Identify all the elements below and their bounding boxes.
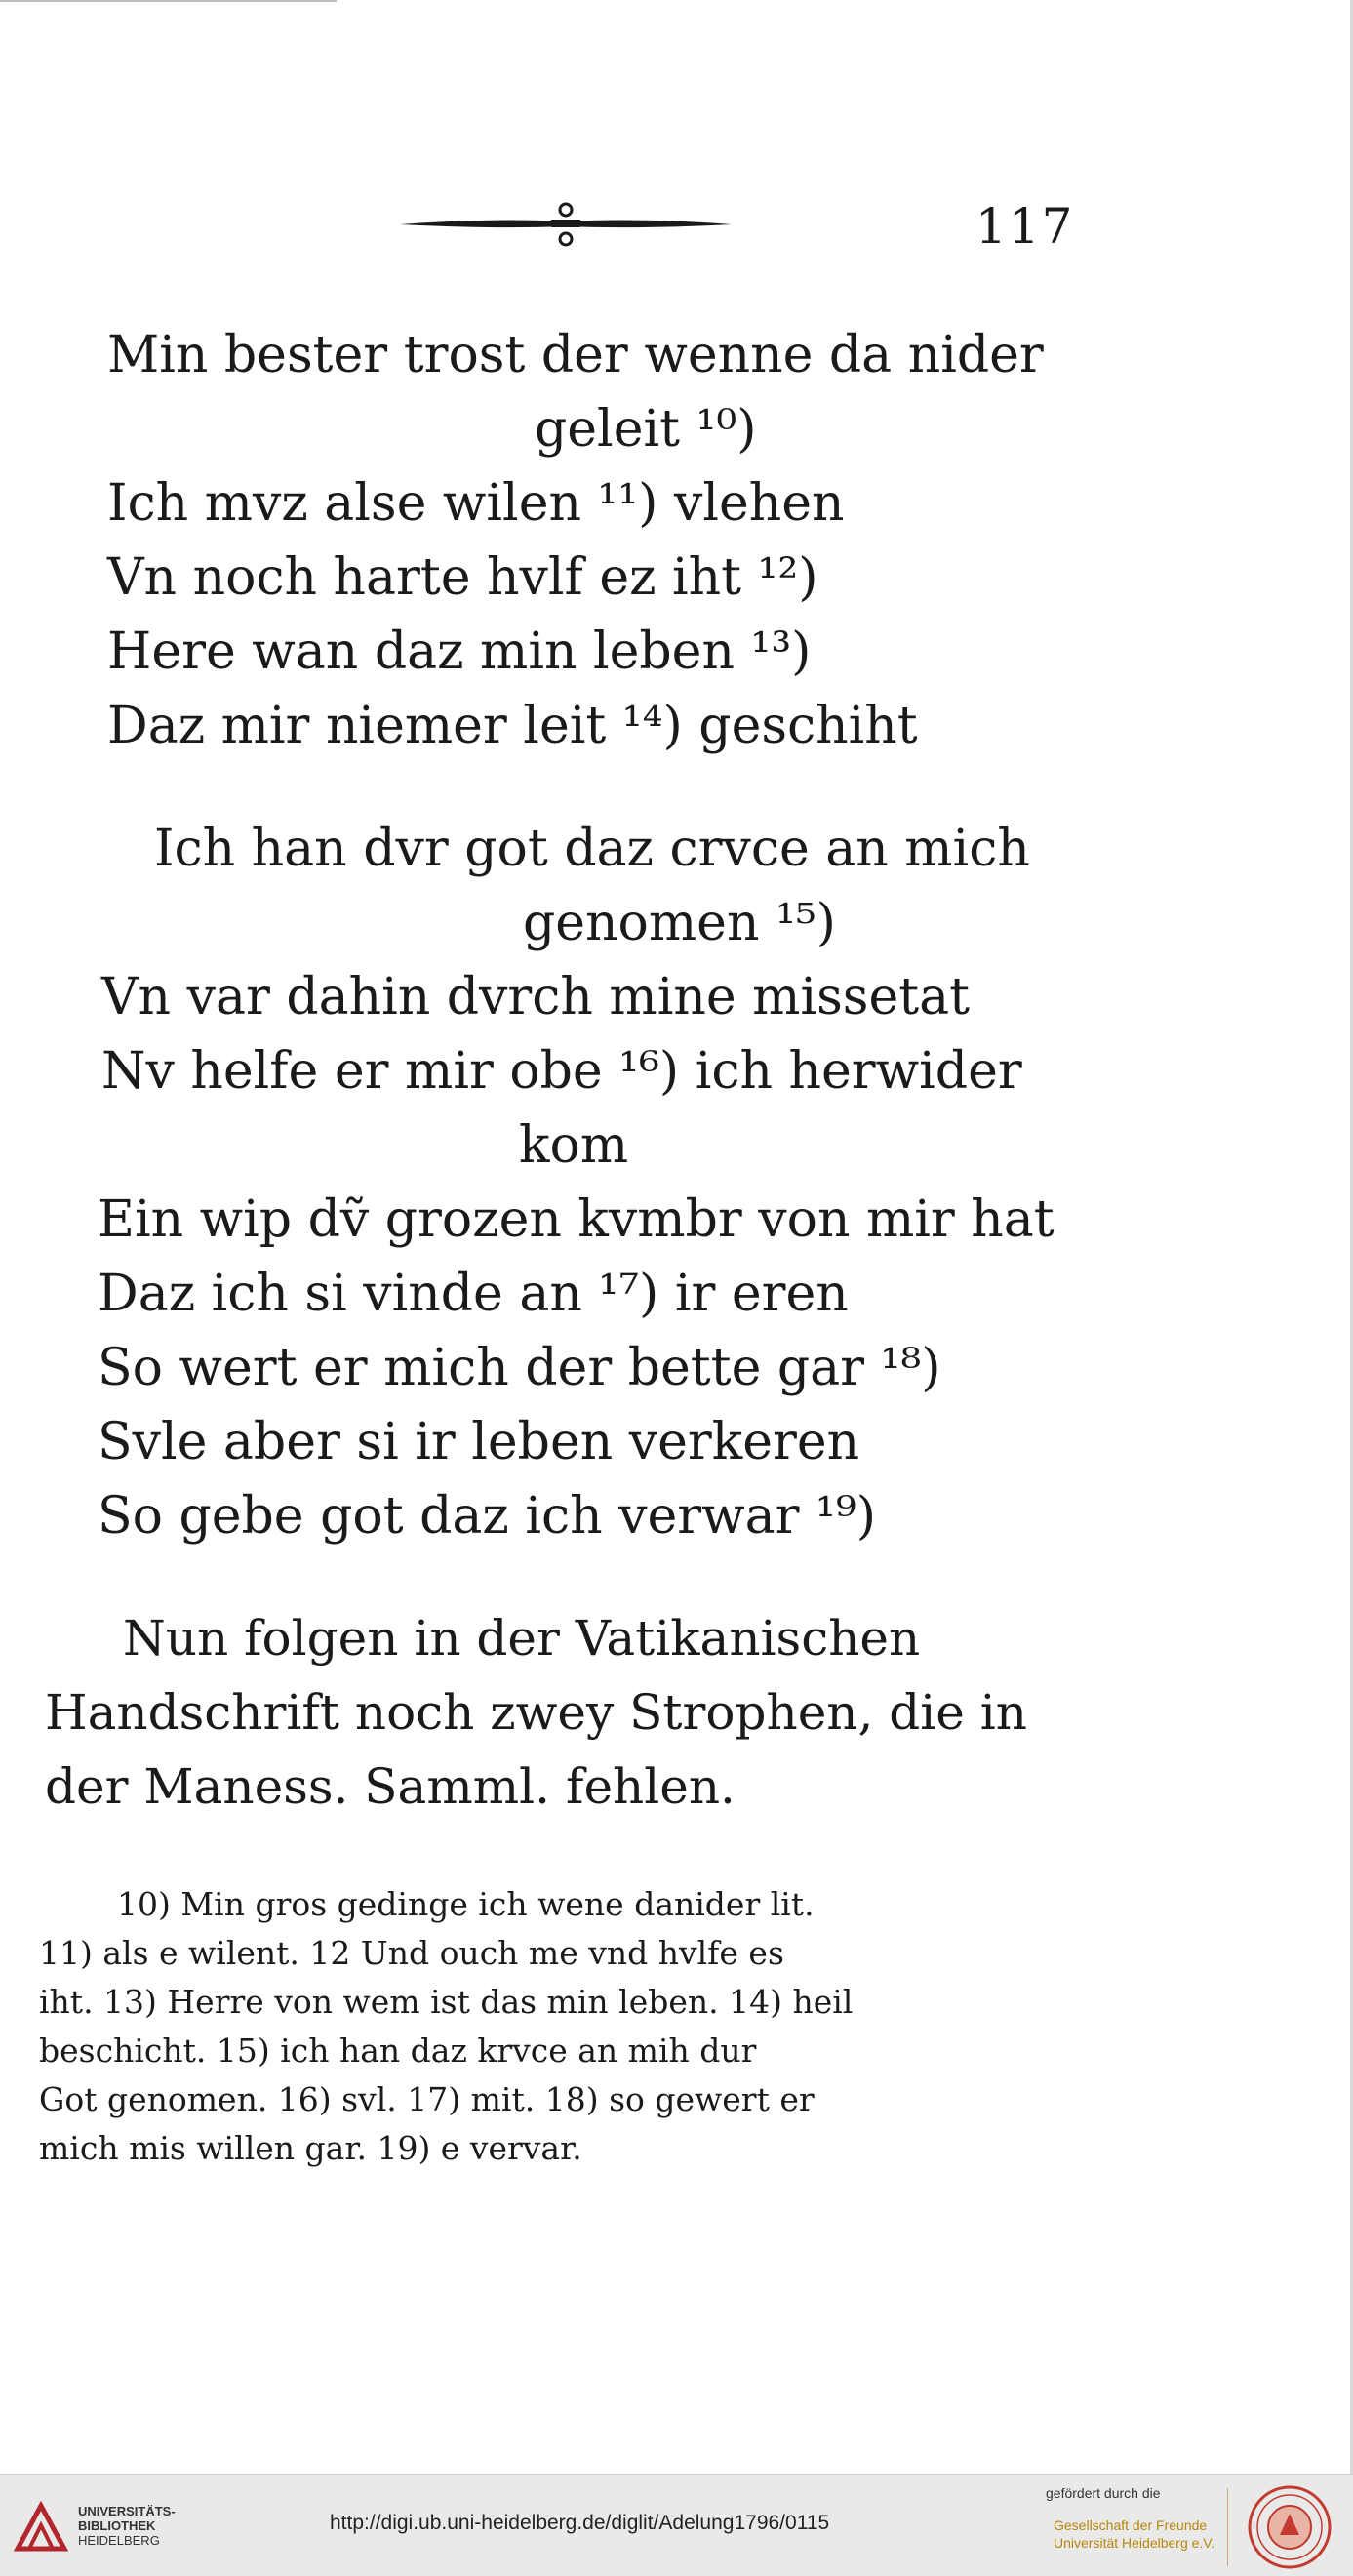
- prose-line: Handschrift noch zwey Strophen, die in: [45, 1684, 1027, 1741]
- funded-by-label: gefördert durch die: [1046, 2485, 1161, 2501]
- permalink-url[interactable]: http://digi.ub.uni-heidelberg.de/diglit/Adelung1796/0115: [330, 2512, 830, 2534]
- university-seal-icon: [1247, 2484, 1333, 2570]
- verse-line: genomen ¹⁵): [523, 894, 836, 952]
- footer-bar: [0, 2474, 1353, 2576]
- verse-line: Nv helfe er mir obe ¹⁶) ich herwider: [101, 1042, 1022, 1101]
- verse-line: Ich mvz alse wilen ¹¹) vlehen: [107, 474, 845, 533]
- footnote-line: Got genomen. 16) svl. 17) mit. 18) so gewert er: [39, 2080, 815, 2118]
- library-name: [78, 2504, 176, 2548]
- footnote-line: 10) Min gros gedinge ich wene danider lit.: [117, 1885, 815, 1923]
- verse-line: Daz ich si vinde an ¹⁷) ir eren: [98, 1265, 849, 1323]
- ornament-rule-icon: [395, 200, 736, 249]
- verse-line: Ein wip dṽ grozen kvmbr von mir hat: [98, 1190, 1055, 1249]
- verse-line: Ich han dvr got daz crvce an mich: [154, 820, 1030, 878]
- verse-line: So gebe got daz ich verwar ¹⁹): [98, 1487, 877, 1546]
- sponsor-name-line: Universität Heidelberg e.V.: [1054, 2535, 1215, 2551]
- prose-line: Nun folgen in der Vatikanischen: [123, 1610, 921, 1667]
- verse-line: Vn var dahin dvrch mine missetat: [101, 968, 971, 1026]
- sponsor-name[interactable]: [1054, 2516, 1214, 2552]
- library-name-line: BIBLIOTHEK: [78, 2518, 156, 2533]
- verse-line: Vn noch harte hvlf ez iht ¹²): [107, 548, 818, 607]
- verse-line: Daz mir niemer leit ¹⁴) geschiht: [107, 697, 918, 755]
- library-name-line: UNIVERSITÄTS-: [78, 2504, 176, 2518]
- footnote-line: 11) als e wilent. 12 Und ouch me vnd hvlfe es: [39, 1934, 784, 1972]
- verse-line: So wert er mich der bette gar ¹⁸): [98, 1339, 941, 1397]
- verse-line: kom: [519, 1116, 629, 1175]
- library-name-line: HEIDELBERG: [78, 2533, 160, 2548]
- top-border-line: [0, 0, 337, 2]
- footnote-line: mich mis willen gar. 19) e vervar.: [39, 2129, 582, 2167]
- footnote-line: beschicht. 15) ich han daz krvce an mih dur: [39, 2032, 757, 2070]
- verse-line: Min bester trost der wenne da nider: [107, 326, 1044, 384]
- verse-line: Svle aber si ir leben verkeren: [98, 1413, 860, 1471]
- verse-line: Here wan daz min leben ¹³): [107, 623, 812, 681]
- footnote-line: iht. 13) Herre von wem ist das min leben. 14) heil: [39, 1983, 854, 2021]
- verse-line: geleit ¹⁰): [535, 400, 757, 459]
- prose-line: der Maness. Samml. fehlen.: [45, 1758, 736, 1815]
- footer-divider: [1227, 2488, 1228, 2566]
- page-number: 117: [975, 198, 1075, 255]
- university-library-logo-icon[interactable]: [14, 2500, 68, 2555]
- sponsor-name-line: Gesellschaft der Freunde: [1054, 2517, 1208, 2533]
